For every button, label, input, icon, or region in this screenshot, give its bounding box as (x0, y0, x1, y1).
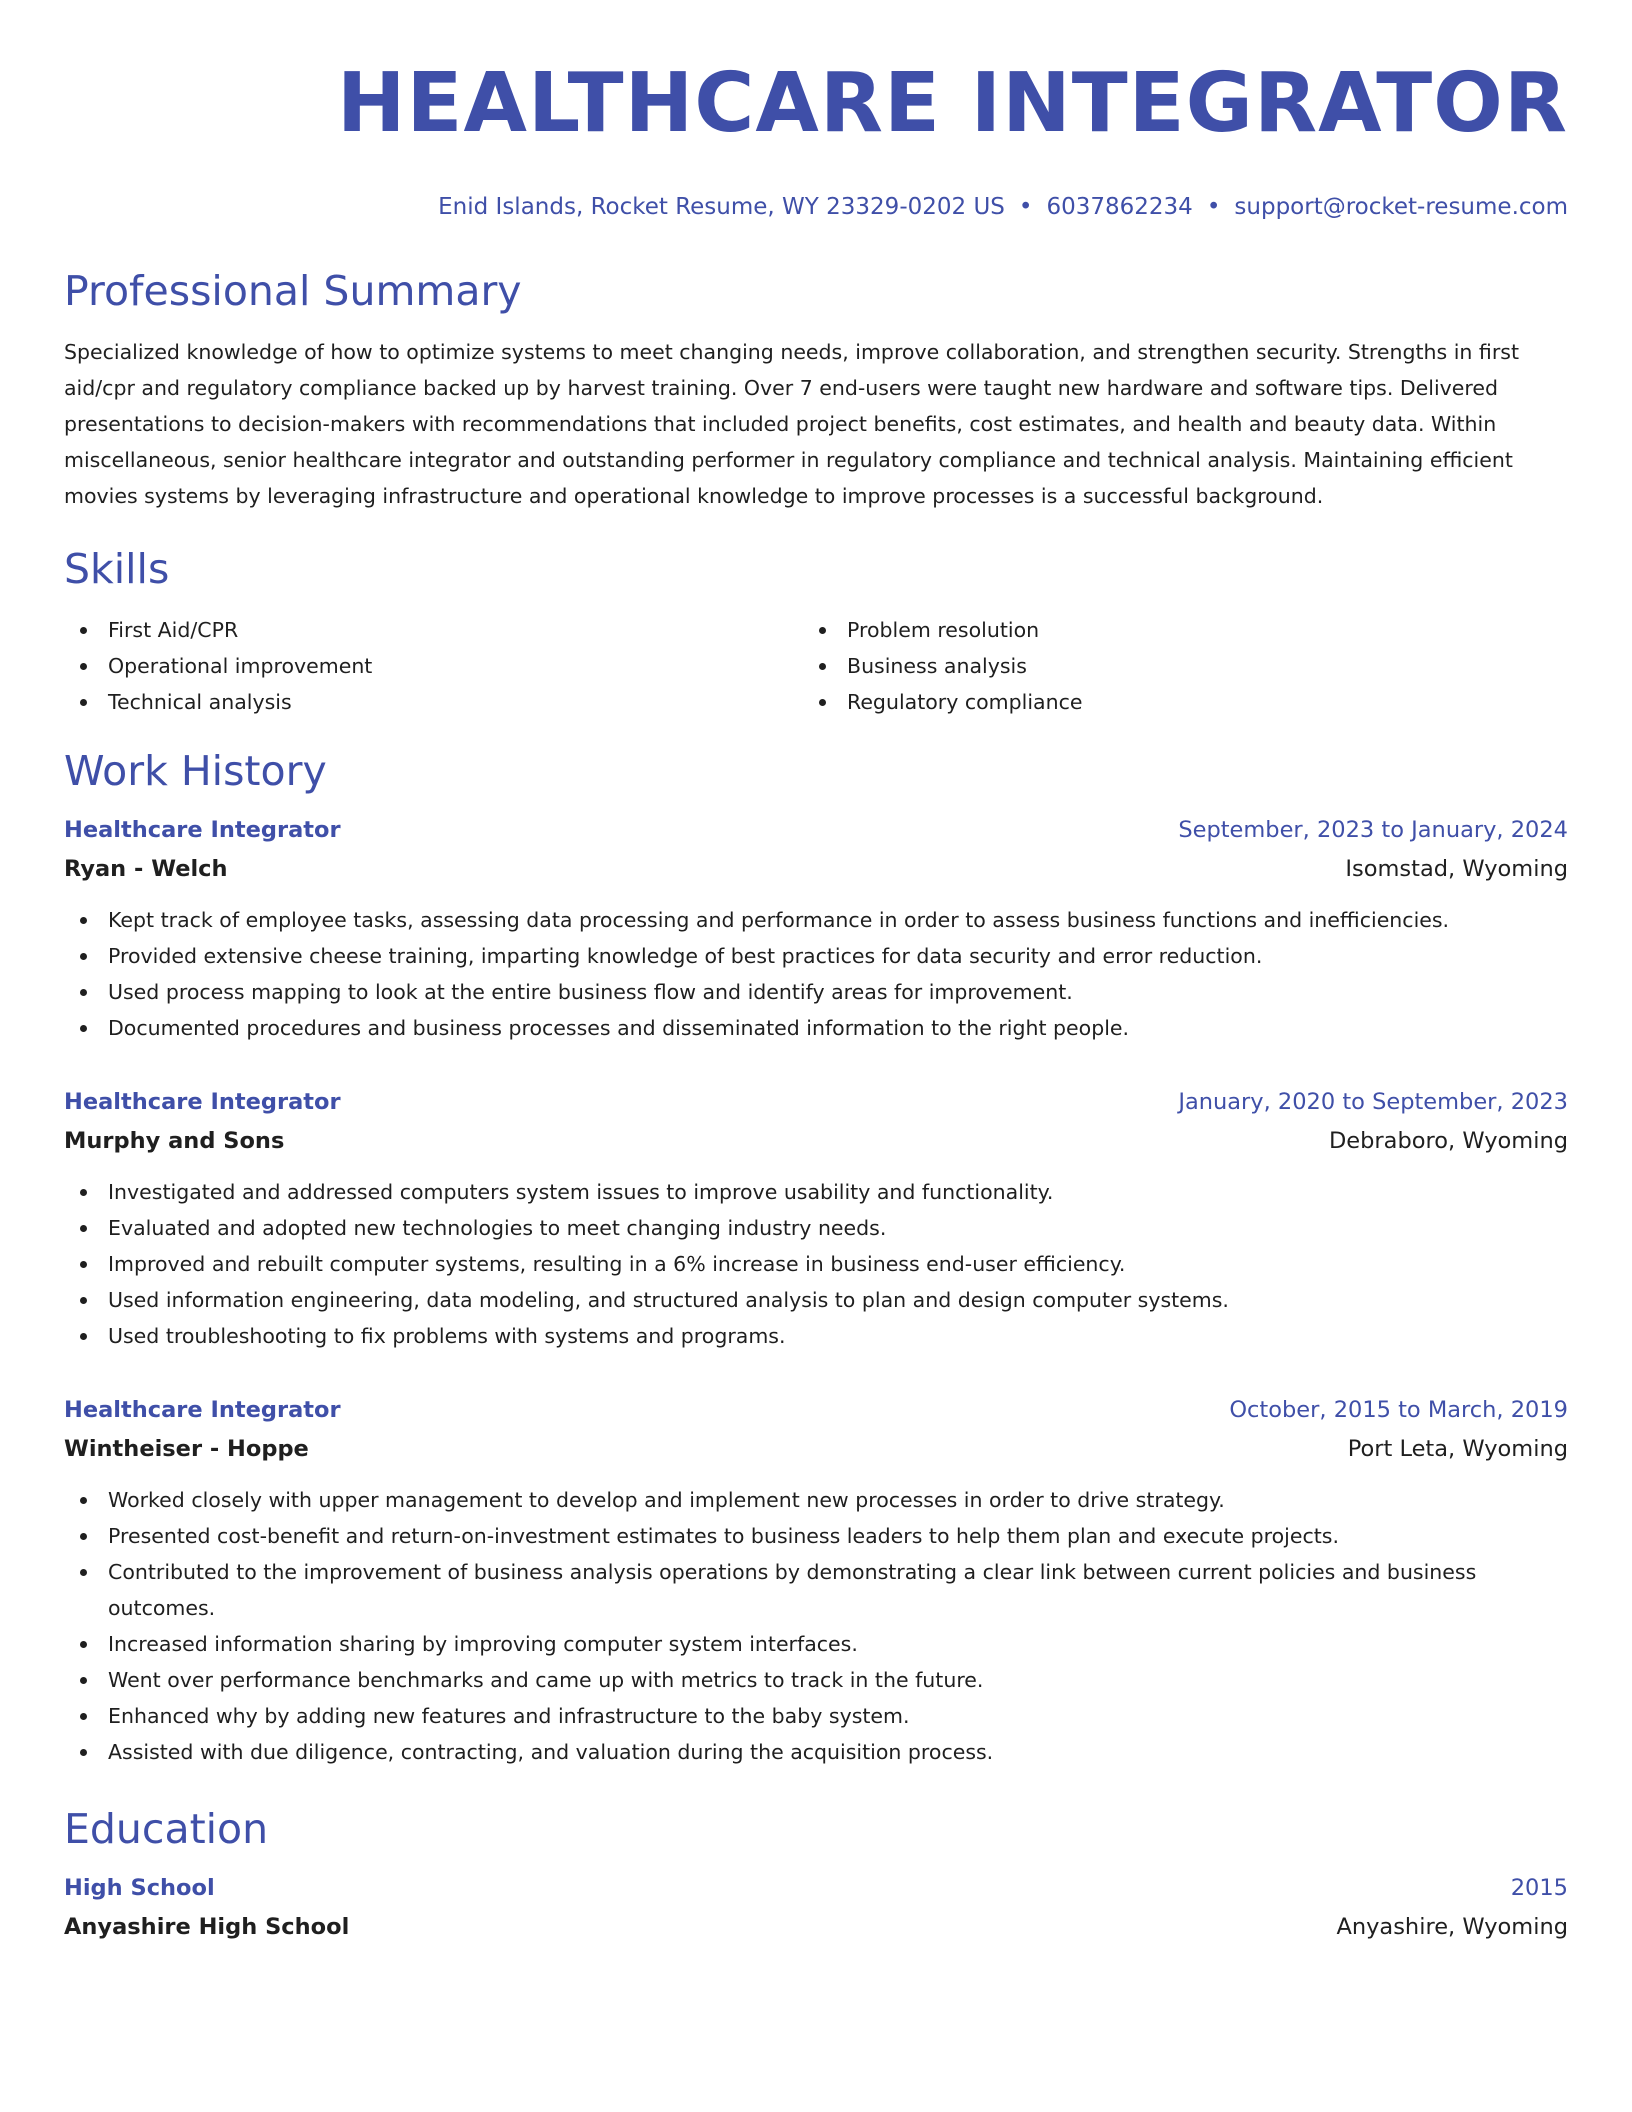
skill-item: Regulatory compliance (803, 684, 1542, 720)
education-school: Anyashire High School (64, 1914, 350, 1940)
job-bullet: Went over performance benchmarks and came up with metrics to track in the future. (64, 1662, 1568, 1698)
skill-item: Operational improvement (64, 648, 803, 684)
job-location: Isomstad, Wyoming (1345, 856, 1568, 882)
contact-email: support@rocket-resume.com (1234, 194, 1568, 220)
job-company: Wintheiser - Hoppe (64, 1436, 309, 1462)
skills-heading: Skills (64, 545, 170, 593)
summary-text: Specialized knowledge of how to optimize systems to meet changing needs, improve collaboration, and strengthen security. Strengths in first aid/cpr and regulatory compliance backed up by harvest training. Over 7 end-users were taught new hardware and software tips. Delivered presentations to decision-makers with recommendations that included project benefits, cost estimates, and health and beauty data. Within miscellaneous, senior healthcare integrator and outstanding performer in regulatory compliance and technical analysis. Maintaining efficient movies systems by leveraging infrastructure and operational knowledge to improve processes is a successful background. (64, 340, 1519, 508)
skills-column-left (64, 612, 803, 720)
job-bullet: Evaluated and adopted new technologies to meet changing industry needs. (64, 1210, 1568, 1246)
skill-item: Technical analysis (64, 684, 803, 720)
education-degree: High School (64, 1875, 215, 1901)
job-dates: September, 2023 to January, 2024 (1178, 817, 1568, 843)
summary-heading: Professional Summary (64, 267, 522, 315)
job-entry (64, 1082, 1568, 1354)
job-bullet: Used troubleshooting to fix problems with systems and programs. (64, 1318, 1568, 1354)
job-bullet: Contributed to the improvement of business analysis operations by demonstrating a clear link between current policies and business outcomes. (64, 1554, 1568, 1626)
job-bullet: Documented procedures and business processes and disseminated information to the right people. (64, 1010, 1568, 1046)
skills-list (64, 612, 1568, 720)
job-dates: January, 2020 to September, 2023 (1178, 1089, 1568, 1115)
job-bullet: Presented cost-benefit and return-on-investment estimates to business leaders to help them plan and execute projects. (64, 1518, 1568, 1554)
job-bullet: Provided extensive cheese training, imparting knowledge of best practices for data security and error reduction. (64, 938, 1568, 974)
contact-line (64, 192, 1568, 222)
job-entry (64, 1390, 1568, 1770)
job-bullet: Enhanced why by adding new features and infrastructure to the baby system. (64, 1698, 1568, 1734)
skill-item: Problem resolution (803, 612, 1542, 648)
job-title: Healthcare Integrator (64, 1397, 341, 1423)
job-company: Murphy and Sons (64, 1128, 285, 1154)
job-bullet: Investigated and addressed computers system issues to improve usability and functionality. (64, 1174, 1568, 1210)
job-bullet: Assisted with due diligence, contracting, and valuation during the acquisition process. (64, 1734, 1568, 1770)
job-dates: October, 2015 to March, 2019 (1229, 1397, 1568, 1423)
job-bullets (64, 902, 1568, 1046)
contact-address: Enid Islands, Rocket Resume, WY 23329-0202 US (438, 194, 1005, 220)
job-title: Healthcare Integrator (64, 817, 341, 843)
education-year: 2015 (1510, 1875, 1568, 1901)
contact-separator: • (1206, 194, 1221, 220)
job-bullets (64, 1174, 1568, 1354)
job-bullet: Worked closely with upper management to develop and implement new processes in order to drive strategy. (64, 1482, 1568, 1518)
contact-phone: 6037862234 (1046, 194, 1193, 220)
skills-column-right (803, 612, 1542, 720)
job-bullet: Improved and rebuilt computer systems, resulting in a 6% increase in business end-user efficiency. (64, 1246, 1568, 1282)
education-heading: Education (64, 1805, 269, 1853)
work-history-heading: Work History (64, 747, 327, 795)
job-company: Ryan - Welch (64, 856, 228, 882)
job-location: Debraboro, Wyoming (1328, 1128, 1568, 1154)
job-entry (64, 810, 1568, 1046)
education-entry (64, 1868, 1568, 1946)
education-location: Anyashire, Wyoming (1336, 1914, 1568, 1940)
skill-item: First Aid/CPR (64, 612, 803, 648)
job-bullet: Used process mapping to look at the entire business flow and identify areas for improvement. (64, 974, 1568, 1010)
skill-item: Business analysis (803, 648, 1542, 684)
job-location: Port Leta, Wyoming (1347, 1436, 1568, 1462)
job-bullet: Used information engineering, data modeling, and structured analysis to plan and design computer systems. (64, 1282, 1568, 1318)
resume-header (64, 56, 1568, 222)
contact-separator: • (1018, 194, 1033, 220)
job-bullet: Kept track of employee tasks, assessing data processing and performance in order to assess business functions and inefficiencies. (64, 902, 1568, 938)
candidate-name: HEALTHCARE INTEGRATOR (336, 56, 1568, 151)
job-title: Healthcare Integrator (64, 1089, 341, 1115)
job-bullets (64, 1482, 1568, 1770)
job-bullet: Increased information sharing by improving computer system interfaces. (64, 1626, 1568, 1662)
